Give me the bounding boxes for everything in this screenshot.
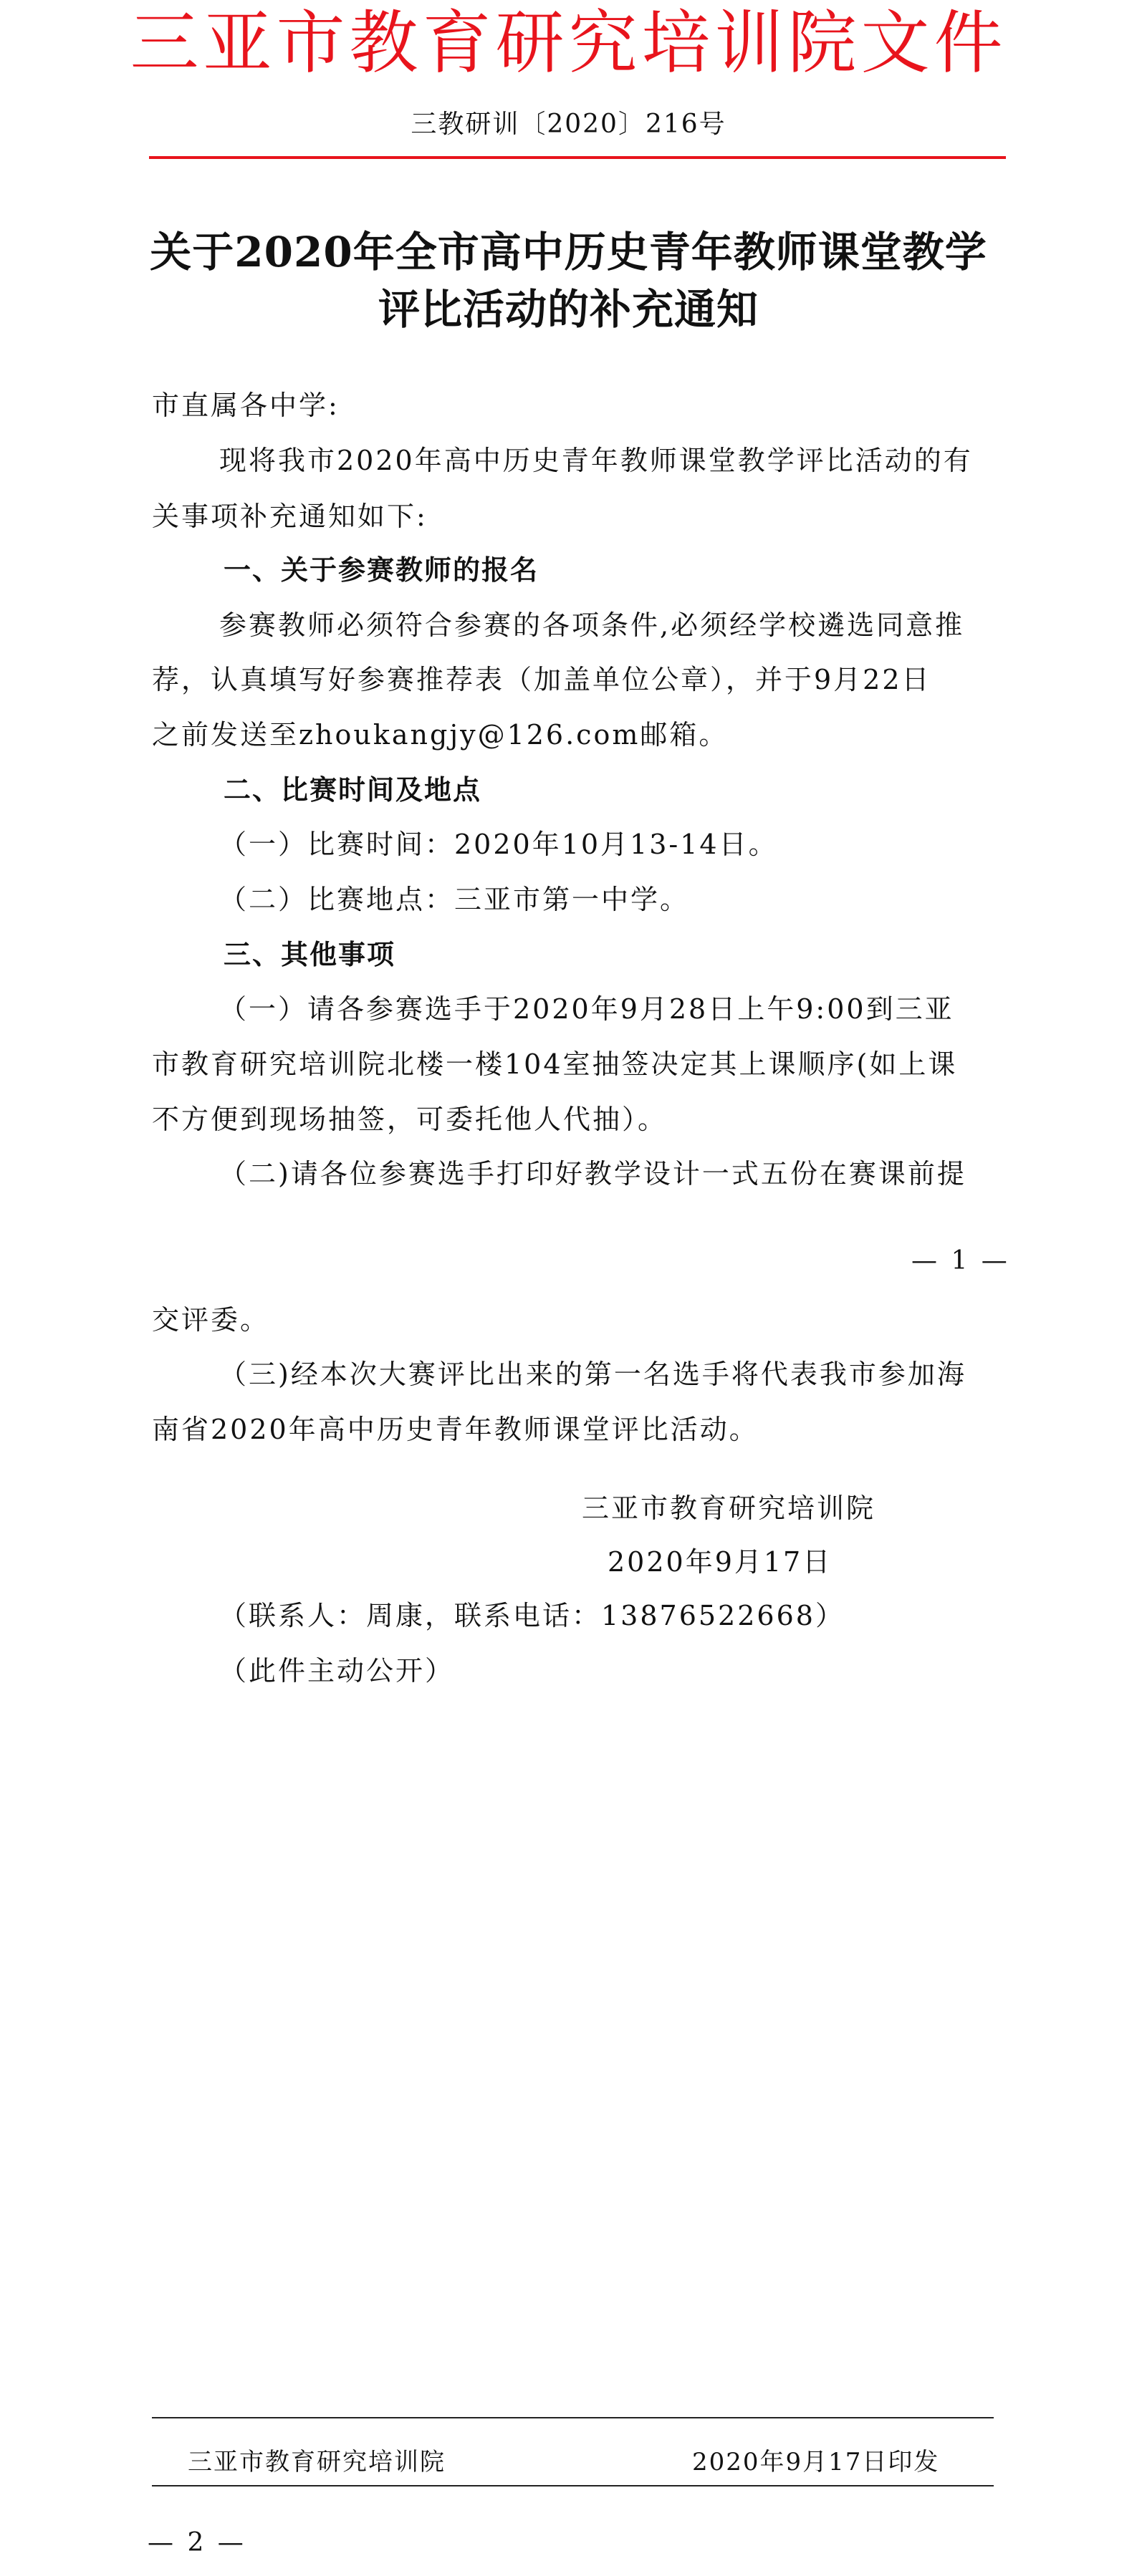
document-number: 三教研训〔2020〕216号 <box>411 110 726 139</box>
section3-item1-line2: 市教育研究培训院北楼一楼104室抽签决定其上课顺序(如上课 <box>152 1048 958 1080</box>
section3-item3-line2: 南省2020年高中历史青年教师课堂评比活动。 <box>152 1414 759 1445</box>
signature-organization: 三亚市教育研究培训院 <box>582 1492 876 1524</box>
masthead-red-rule <box>149 156 1006 159</box>
signature-date: 2020年9月17日 <box>608 1546 833 1578</box>
section1-paragraph-line1: 参赛教师必须符合参赛的各项条件,必须经学校遴选同意推 <box>219 609 965 641</box>
footer-top-rule <box>152 2417 994 2418</box>
disclosure-note: （此件主动公开） <box>219 1655 455 1687</box>
footer-bottom-rule <box>152 2485 994 2486</box>
intro-paragraph-line2: 关事项补充通知如下: <box>152 501 428 532</box>
section3-item1-line1: （一）请各参赛选手于2020年9月28日上午9:00到三亚 <box>219 993 954 1025</box>
section1-paragraph-line3: 之前发送至zhoukangjy@126.com邮箱。 <box>152 719 729 751</box>
section3-item3-line1: （三)经本次大赛评比出来的第一名选手将代表我市参加海 <box>219 1359 966 1390</box>
notice-title-line1: 关于2020年全市高中历史青年教师课堂教学 <box>150 228 987 276</box>
section2-item-location: （二）比赛地点：三亚市第一中学。 <box>219 884 690 915</box>
footer-issue-date: 2020年9月17日印发 <box>692 2448 940 2476</box>
section3-item2-line2: 交评委。 <box>152 1304 270 1336</box>
section1-heading: 一、关于参赛教师的报名 <box>224 554 539 586</box>
section2-item-time: （一）比赛时间：2020年10月13-14日。 <box>219 829 778 860</box>
notice-title-line2: 评比活动的补充通知 <box>378 285 759 334</box>
intro-paragraph-line1: 现将我市2020年高中历史青年教师课堂教学评比活动的有 <box>219 445 973 476</box>
section3-item1-line3: 不方便到现场抽签，可委托他人代抽）。 <box>152 1104 668 1135</box>
page-number-1: — 1 — <box>911 1246 1010 1275</box>
section2-heading: 二、比赛时间及地点 <box>224 774 482 806</box>
section3-item2-line1: （二)请各位参赛选手打印好教学设计一式五份在赛课前提 <box>219 1158 966 1190</box>
section3-heading: 三、其他事项 <box>224 939 396 970</box>
salutation: 市直属各中学: <box>152 390 340 421</box>
footer-organization: 三亚市教育研究培训院 <box>188 2448 446 2476</box>
page-number-2: — 2 — <box>148 2528 246 2557</box>
contact-info: （联系人：周康，联系电话：13876522668） <box>219 1600 845 1631</box>
document-masthead: 三亚市教育研究培训院文件 <box>130 3 1007 83</box>
section1-paragraph-line2: 荐，认真填写好参赛推荐表（加盖单位公章），并于9月22日 <box>152 664 931 695</box>
